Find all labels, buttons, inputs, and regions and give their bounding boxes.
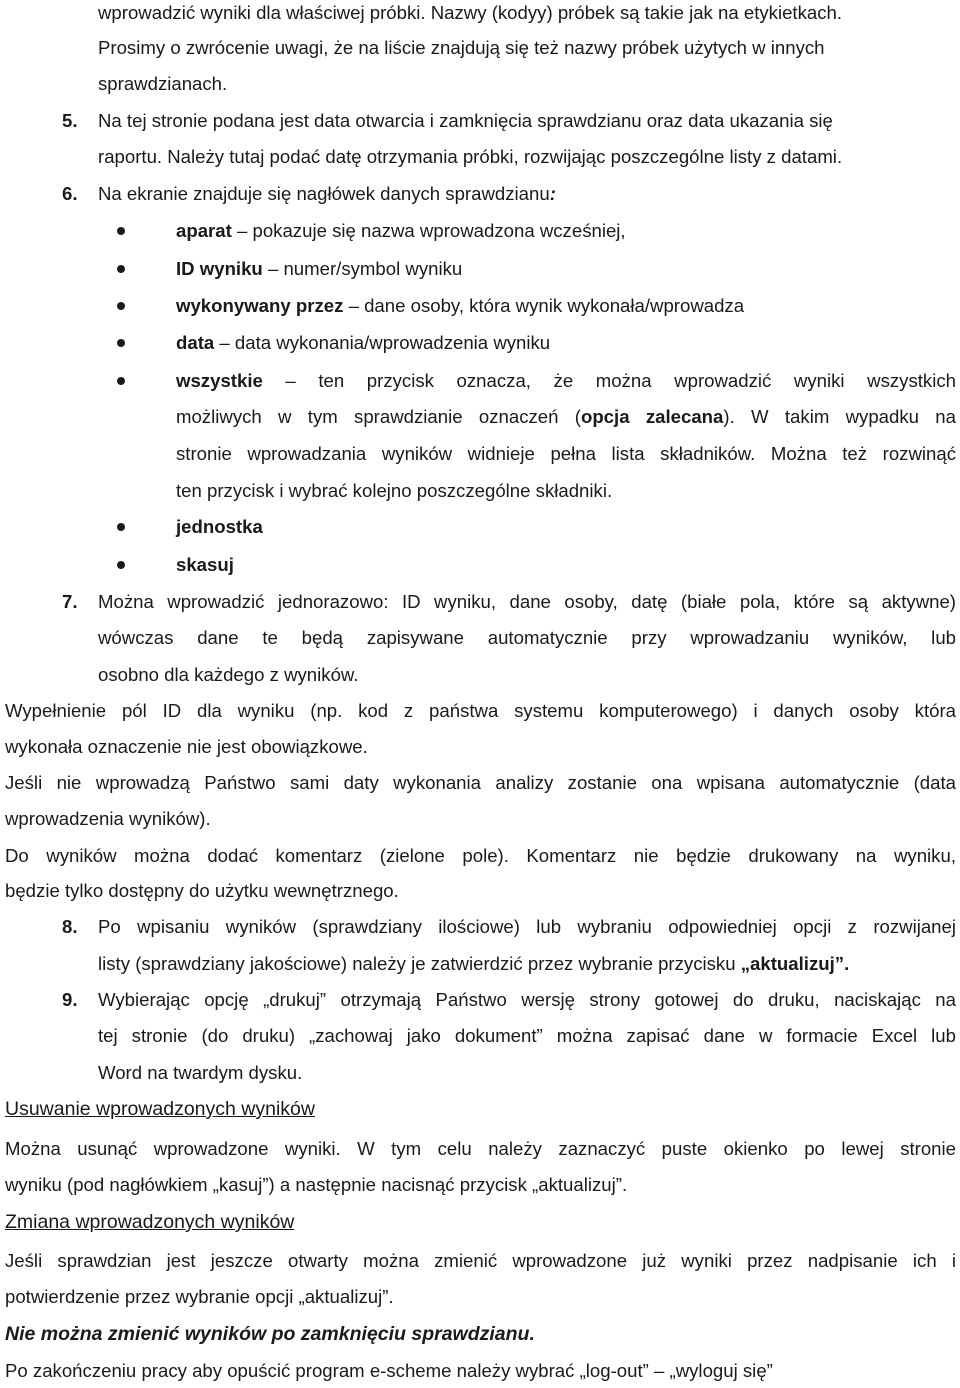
- item-number: 9.: [62, 989, 78, 1010]
- bullet-item: [176, 295, 744, 317]
- bullet-item: [176, 332, 550, 354]
- section-heading: Zmiana wprowadzonych wyników: [5, 1211, 295, 1233]
- text-line: Do wyników można dodać komentarz (zielone pole). Komentarz nie będzie drukowany na wyniku,: [5, 845, 956, 866]
- text-line: [176, 406, 956, 428]
- text-line: Wybierając opcję „drukuj” otrzymają Państwo wersję strony gotowej do druku, naciskając na: [98, 989, 956, 1010]
- bullet-dot: [117, 377, 125, 385]
- section-heading: Usuwanie wprowadzonych wyników: [5, 1098, 315, 1120]
- bullet-term: jednostka: [176, 516, 263, 537]
- button-reference: „aktualizuj”.: [740, 953, 850, 974]
- text-line: wówczas dane te będą zapisywane automatycznie przy wprowadzaniu wyników, lub: [98, 627, 956, 648]
- text-line: wprowadzić wyniki dla właściwej próbki. Nazwy (kodyy) próbek są takie jak na etykietkach.: [98, 2, 843, 23]
- text-line: wykonała oznaczenie nie jest obowiązkowe.: [5, 736, 368, 757]
- item-number: 7.: [62, 591, 78, 612]
- bullet-term: ID wyniku: [176, 258, 263, 279]
- bullet-item: [176, 258, 462, 280]
- bullet-term: wykonywany przez: [176, 295, 344, 316]
- text-line: będzie tylko dostępny do użytku wewnętrznego.: [5, 880, 399, 901]
- text-span: ). W takim wypadku na: [723, 406, 956, 427]
- text-line: [98, 183, 556, 205]
- bullet-item: [176, 370, 956, 392]
- text-line: tej stronie (do druku) „zachowaj jako dokument” można zapisać dane w formacie Excel lub: [98, 1025, 956, 1046]
- bullet-dot: [117, 227, 125, 235]
- text-line: ten przycisk i wybrać kolejno poszczególne składniki.: [176, 480, 613, 501]
- text-line: Na tej stronie podana jest data otwarcia i zamknięcia sprawdzianu oraz data ukazania się: [98, 110, 833, 131]
- bullet-desc: – data wykonania/wprowadzenia wyniku: [214, 332, 551, 353]
- bullet-desc: – pokazuje się nazwa wprowadzona wcześniej,: [231, 220, 626, 241]
- bullet-desc: – dane osoby, która wynik wykonała/wprowadza: [343, 295, 745, 316]
- text-line: potwierdzenie przez wybranie opcji „aktualizuj”.: [5, 1286, 394, 1307]
- bullet-desc: – ten przycisk oznacza, że można wprowadzić wyniki wszystkich: [262, 370, 956, 391]
- bullet-term: skasuj: [176, 554, 234, 575]
- bullet-dot: [117, 561, 125, 569]
- text-span: listy (sprawdziany jakościowe) należy je zatwierdzić przez wybranie przycisku: [98, 953, 741, 974]
- text-line: Jeśli sprawdzian jest jeszcze otwarty można zmienić wprowadzone już wyniki przez nadpisanie ich i: [5, 1250, 956, 1271]
- item6-intro: Na ekranie znajduje się nagłówek danych sprawdzianu: [98, 183, 550, 204]
- text-line: wyniku (pod nagłówkiem „kasuj”) a następnie nacisnąć przycisk „aktualizuj”.: [5, 1174, 628, 1195]
- bullet-term: aparat: [176, 220, 232, 241]
- bullet-item: [176, 220, 626, 242]
- item-number: 8.: [62, 916, 78, 937]
- text-line: Word na twardym dysku.: [98, 1062, 303, 1083]
- text-line: Wypełnienie pól ID dla wyniku (np. kod z państwa systemu komputerowego) i danych osoby która: [5, 700, 956, 721]
- item-number: 5.: [62, 110, 78, 131]
- bullet-term: data: [176, 332, 215, 353]
- text-line: Jeśli nie wprowadzą Państwo sami daty wykonania analizy zostanie ona wpisana automatycznie (data: [5, 772, 956, 793]
- text-line: Po wpisaniu wyników (sprawdziany ilościowe) lub wybraniu odpowiedniej opcji z rozwijanej: [98, 916, 956, 937]
- bullet-dot: [117, 523, 125, 531]
- text-span: możliwych w tym sprawdzianie oznaczeń (: [176, 406, 581, 427]
- text-line: Po zakończeniu pracy aby opuścić program e-scheme należy wybrać „log-out” – „wyloguj się”: [5, 1360, 773, 1381]
- text-line: raportu. Należy tutaj podać datę otrzymania próbki, rozwijając poszczególne listy z datami.: [98, 146, 843, 167]
- bullet-dot: [117, 265, 125, 273]
- emphasis: opcja zalecana: [580, 406, 724, 427]
- colon: :: [549, 183, 556, 204]
- text-line: sprawdzianach.: [98, 73, 228, 94]
- text-line: wprowadzenia wyników).: [5, 808, 211, 829]
- bullet-desc: – numer/symbol wyniku: [262, 258, 463, 279]
- text-line: Można usunąć wprowadzone wyniki. W tym celu należy zaznaczyć puste okienko po lewej stronie: [5, 1138, 956, 1159]
- bullet-item: [176, 554, 234, 576]
- text-line: Można wprowadzić jednorazowo: ID wyniku, dane osoby, datę (białe pola, które są aktywne): [98, 591, 956, 612]
- bullet-term: wszystkie: [176, 370, 263, 391]
- bullet-item: [176, 516, 263, 538]
- bullet-dot: [117, 339, 125, 347]
- bullet-dot: [117, 302, 125, 310]
- warning-text: Nie można zmienić wyników po zamknięciu sprawdzianu.: [5, 1323, 535, 1345]
- text-line: [98, 953, 849, 975]
- text-line: stronie wprowadzania wyników widnieje pełna lista składników. Można też rozwinąć: [176, 443, 956, 464]
- text-line: Prosimy o zwrócenie uwagi, że na liście znajdują się też nazwy próbek użytych w innych: [98, 37, 825, 58]
- item-number: 6.: [62, 183, 78, 204]
- text-line: osobno dla każdego z wyników.: [98, 664, 359, 685]
